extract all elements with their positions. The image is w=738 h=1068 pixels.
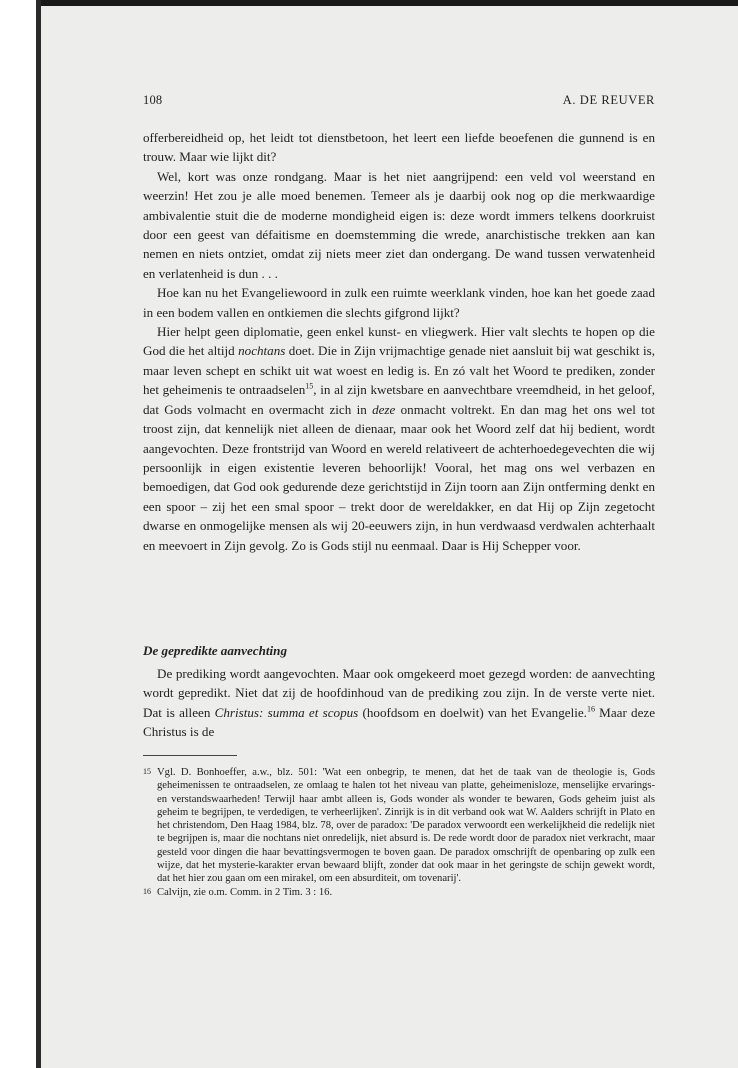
main-text [143, 128, 655, 555]
italic-text: deze [372, 401, 396, 417]
footnote-text: Calvijn, zie o.m. Comm. in 2 Tim. 3 : 16. [157, 886, 333, 898]
footnote [143, 766, 655, 886]
paragraph: offerbereidheid op, het leidt tot dienstbetoon, het leert een liefde beoefenen die gunnend is en trouw. Maar wie lijkt dit? [143, 130, 655, 165]
text-run: Maar deze Christus is de [143, 704, 656, 740]
text-run: doet. Die in Zijn vrijmachtige genade niet aansluit bij wat geschikt is, maar leven schept en schikt uit wat woest en ledig is. En zó valt het Woord te prediken, zonder het geheimenis te ontraadselen [143, 343, 655, 398]
italic-text: Christus: summa et scopus [214, 704, 359, 720]
footnote-ref[interactable]: 16 [586, 704, 595, 714]
footnotes [143, 766, 655, 899]
text-run: De prediking wordt aangevochten. Maar ook omgekeerd moet gezegd worden: de aanvechting wordt gepredikt. Niet dat zij de hoofdinhoud van de prediking zou zijn. In de verste verte niet. Dat is alleen [143, 666, 655, 720]
paragraph [143, 322, 655, 555]
text-run: (hoofdsom en doelwit) van het Evangelie. [358, 704, 587, 720]
footnote [143, 886, 655, 899]
section-heading: De gepredikte aanvechting [143, 643, 288, 658]
page-number: 108 [143, 93, 163, 107]
italic-text: nochtans [238, 343, 286, 359]
paragraph: Hoe kan nu het Evangeliewoord in zulk een ruimte weerklank vinden, hoe kan het goede zaad in een bodem vallen en ontkiemen die slechts gifgrond lijkt? [143, 285, 655, 320]
running-head-author: A. DE REUVER [562, 93, 655, 107]
footnote-number: 16 [143, 886, 151, 896]
paragraph: Wel, kort was onze rondgang. Maar is het niet aangrijpend: een veld vol weerstand en weerzin! Het zou je alle moed benemen. Temeer als je daarbij ook nog op die merkwaardige ambivalentie stuit die de moderne mondigheid eigen is: deze wordt immers telkens doorkruist door een geest van défaitisme en doemstemming die wrede, anarchistische trekken aan kan nemen en niets ontziet, omdat zij niets meer ziet dan ondergang. De wand tussen verwatenheid en verlatenheid is dun . . . [143, 168, 655, 281]
text-run: , in al zijn kwetsbare en aanvechtbare vreemdheid, in het geloof, dat Gods volmacht en overmacht zich in [143, 382, 655, 417]
footnote-text: Vgl. D. Bonhoeffer, a.w., blz. 501: 'Wat een onbegrip, te menen, dat het de taak van de theologie is, Gods geheimenissen te ontraadselen, ze omlaag te halen tot het niveau van platte, geheimenisloze, menselijke ervarings- en verstandswaarheden! Terwijl haar ambt alleen is, Gods wonder als wonder te bewaren, Gods geheim juist als geheim te begrijpen, te verdedigen, te verheerlijken'. Zinrijk is in dit verband ook wat W. Aalders schrijft in Plato en het christendom, Den Haag 1984, blz. 78, over de paradox: 'De paradox verwoordt een werkelijkheid die redelijk niet te begrijpen is, maar die nochtans niet onredelijk, niet absurd is. De rede wordt door de paradox niet verkracht, maar gesteld voor dingen die haar bevattingsvermogen te boven gaan. De paradox omschrijft de openbaring op zulk een wijze, dat het mysterie-karakter ervan bewaard blijft, zonder dat ook maar in het geringste de schijn gewekt wordt, dat het hier zou gaan om een mirakel, om een absurditeit, om tovenarij'. [157, 767, 655, 885]
text-run: Hier helpt geen diplomatie, geen enkel kunst- en vliegwerk. Hier valt slechts te hopen op die God die het altijd [143, 324, 655, 359]
footnote-ref[interactable]: 15 [305, 381, 314, 391]
footnote-number: 15 [143, 767, 151, 776]
footnote-divider [143, 755, 237, 756]
paragraph [143, 664, 655, 742]
text-run: onmacht voltrekt. En dan mag het ons wel tot troost zijn, dat kennelijk niet alleen de dienaar, maar ook het Woord zelf dat hij bedient, wordt aangevochten. Deze frontstrijd van Woord en wereld relativeert de achterhoedegevechten die wij persoonlijk in eigen existentie leveren behoorlijk! Vooral, het mag ons wel verbazen en bemoedigen, dat God ook gedurende deze gerichtstijd in Zijn toorn aan Zijn ontferming denkt en een spoor – zij het een smal spoor – trekt door de wereldakker, en dat Hij op Zijn zegetocht dwarse en onmogelijke mensen als wij 20-eeuwers zijn, in hun verdwaasd verdwalen achterhaalt en meevoert in Zijn gevolg. Zo is Gods stijl nu eenmaal. Daar is Hij Schepper voor. [143, 401, 656, 553]
